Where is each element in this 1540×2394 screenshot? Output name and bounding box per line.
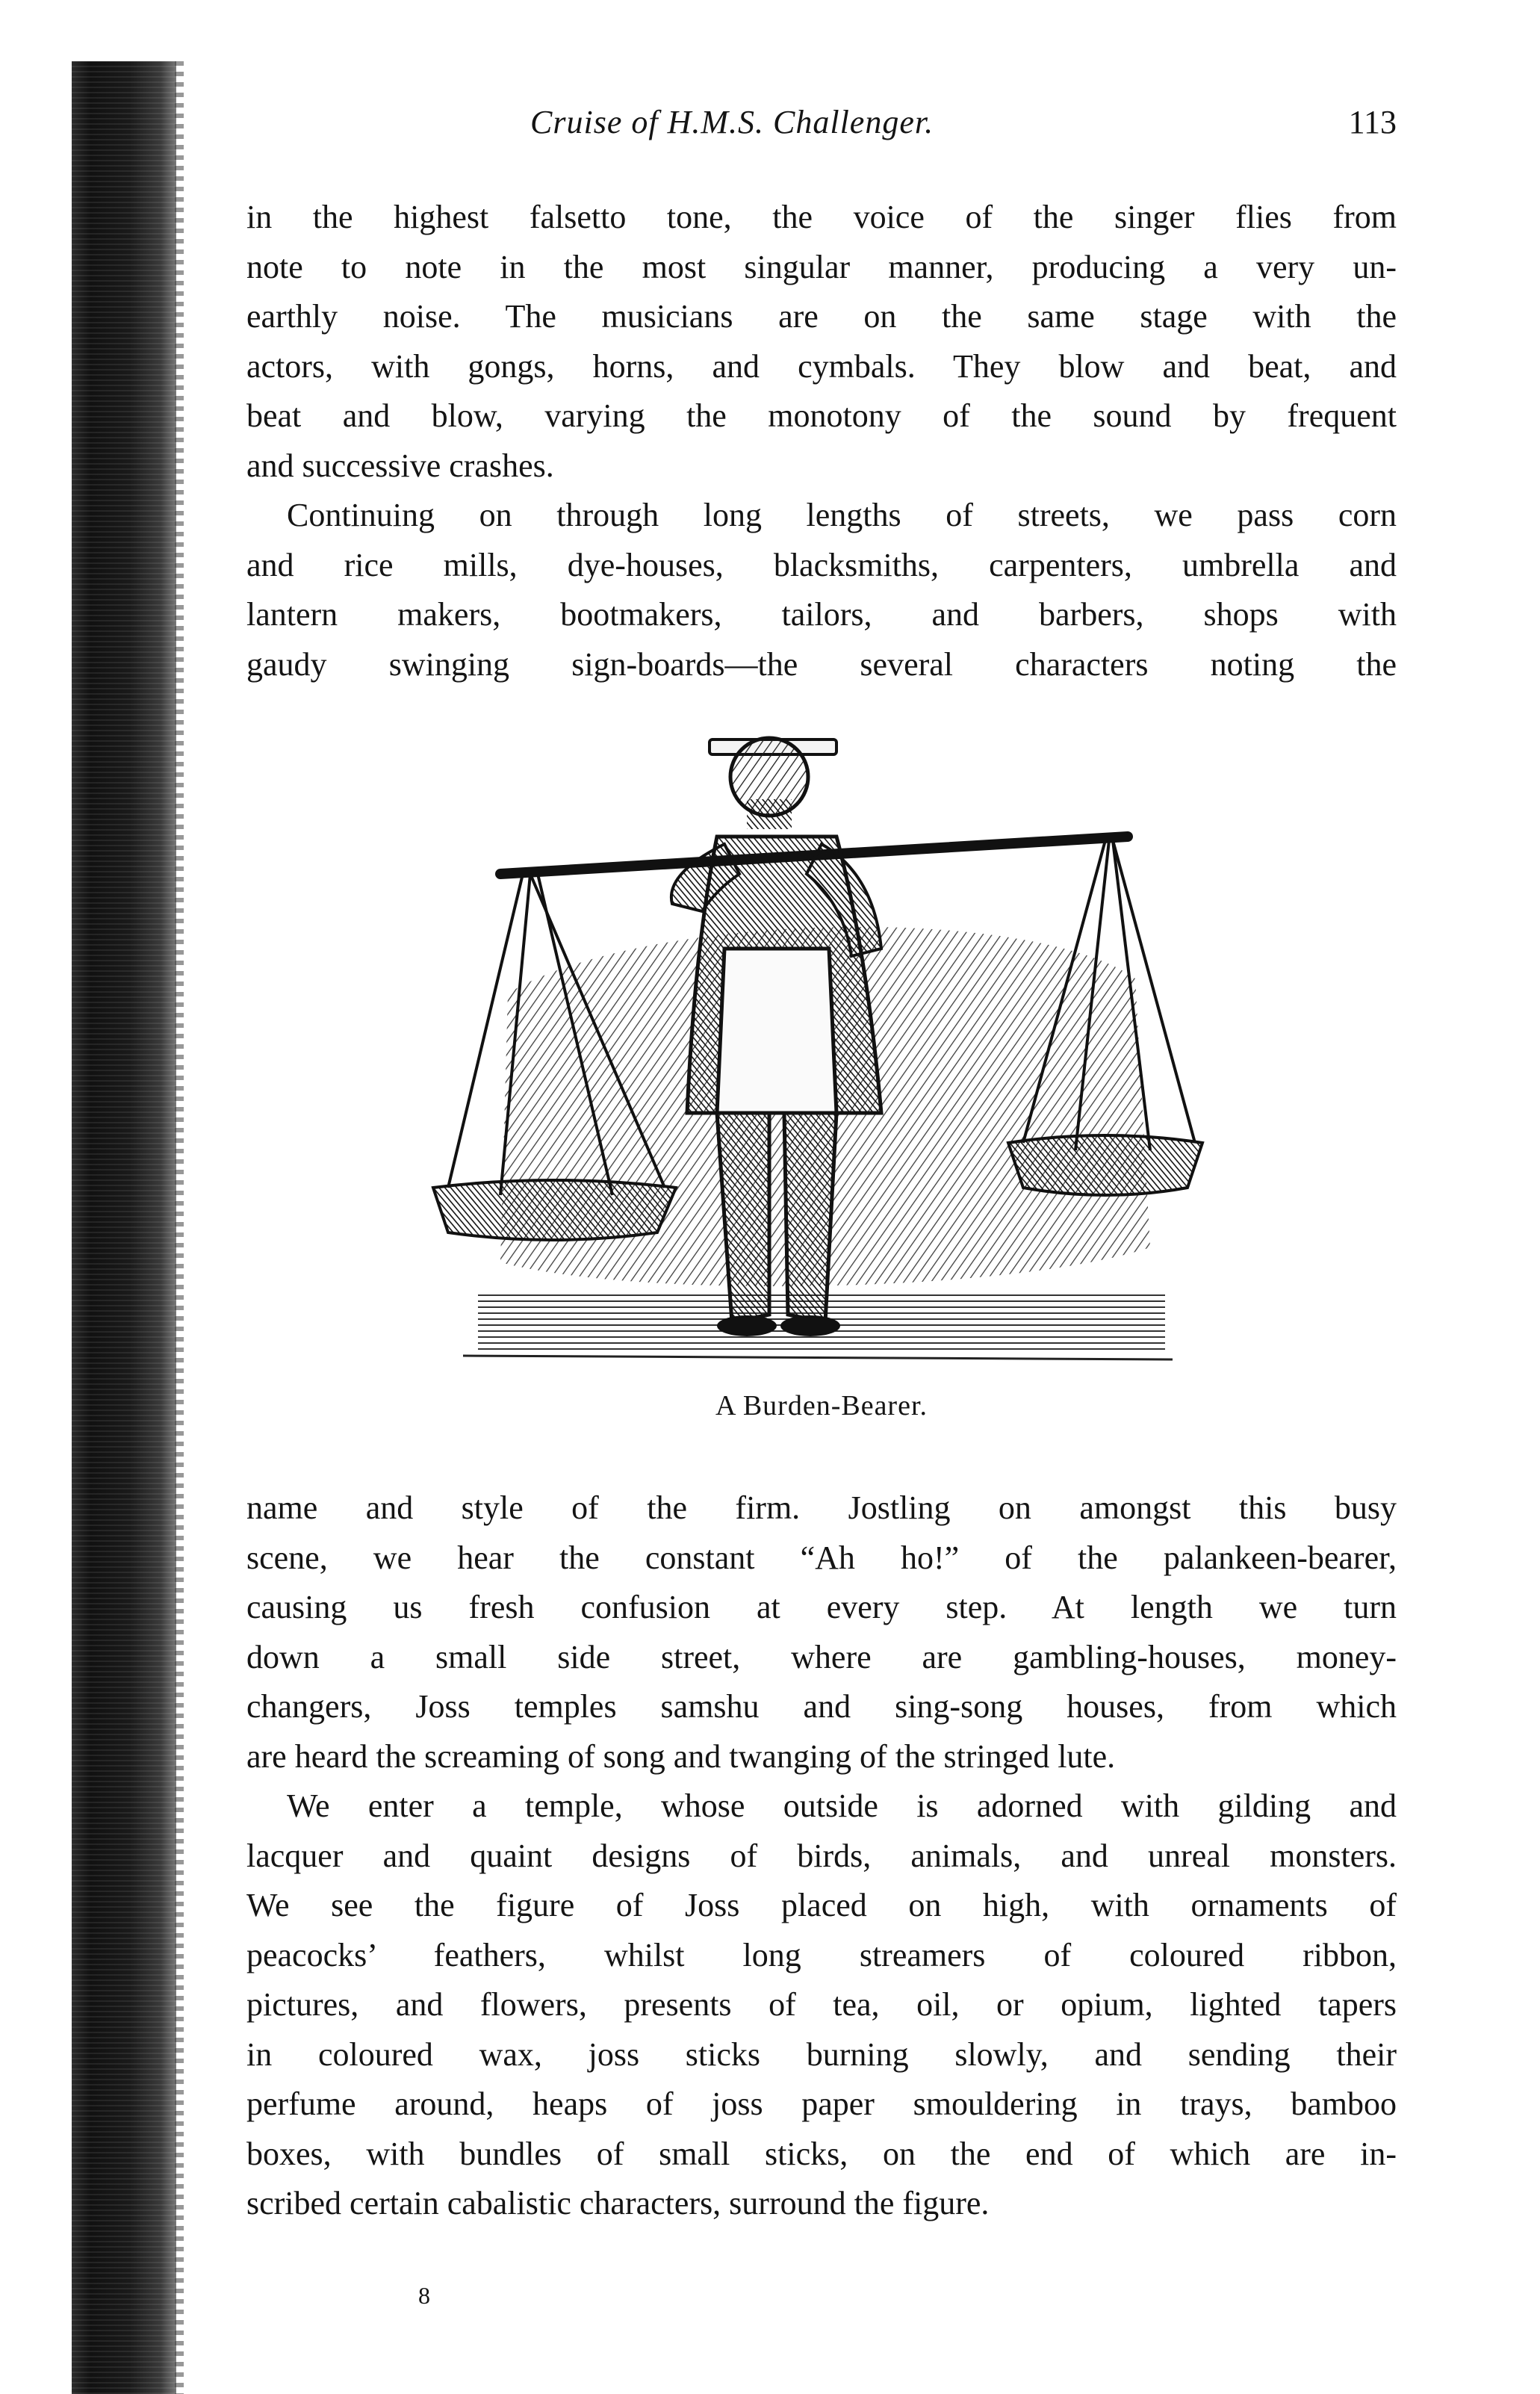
text-line: beat and blow, varying the monotony of the sound by frequent <box>246 397 1397 434</box>
text-line: name and style of the firm. Jostling on amongst this busy <box>246 1489 1397 1526</box>
figure-legs <box>717 1113 769 1322</box>
text-line: lantern makers, bootmakers, tailors, and barbers, shops with <box>246 596 1397 633</box>
text-line: peacocks’ feathers, whilst long streamers of coloured ribbon, <box>246 1936 1397 1973</box>
text-block-before-figure <box>246 193 1397 689</box>
text-line: boxes, with bundles of small sticks, on the end of which are in- <box>246 2135 1397 2172</box>
text-line: are heard the screaming of song and twanging of the stringed lute. <box>246 1737 1116 1775</box>
text-line: changers, Joss temples samshu and sing-song houses, from which <box>246 1688 1397 1725</box>
text-line: lacquer and quaint designs of birds, animals, and unreal monsters. <box>246 1837 1397 1874</box>
text-line: We see the figure of Joss placed on high, with ornaments of <box>246 1887 1397 1923</box>
signature-mark: 8 <box>418 2282 430 2309</box>
running-head <box>246 103 1397 155</box>
left-basket <box>433 1180 676 1240</box>
figure-apron <box>717 949 836 1113</box>
text-line: actors, with gongs, horns, and cymbals. They blow and beat, and <box>246 347 1397 385</box>
right-basket <box>1008 1135 1202 1195</box>
text-line: scene, we hear the constant “Ah ho!” of the palankeen-bearer, <box>246 1539 1397 1576</box>
text-line: We enter a temple, whose outside is adorned with gilding and <box>287 1787 1397 1824</box>
text-line: perfume around, heaps of joss paper smouldering in trays, bamboo <box>246 2086 1397 2122</box>
running-title: Cruise of H.M.S. Challenger. <box>530 104 934 140</box>
text-line: in the highest falsetto tone, the voice of the singer flies from <box>246 199 1397 235</box>
figure-caption: A Burden-Bearer. <box>715 1390 928 1421</box>
text-line: causing us fresh confusion at every step. At length we turn <box>246 1589 1397 1625</box>
page-number: 113 <box>1348 104 1397 140</box>
binding-edge <box>72 61 176 2394</box>
text-line: and successive crashes. <box>246 447 554 484</box>
text-line: note to note in the most singular manner, producing a very un- <box>246 248 1397 285</box>
text-line: and rice mills, dye-houses, blacksmiths, carpenters, umbrella and <box>246 546 1397 583</box>
text-line: earthly noise. The musicians are on the same stage with the <box>246 298 1397 335</box>
text-line: pictures, and flowers, presents of tea, oil, or opium, lighted tapers <box>246 1986 1397 2023</box>
text-line: in coloured wax, joss sticks burning slowly, and sending their <box>246 2035 1397 2073</box>
burden-bearer-illustration <box>418 725 1225 1397</box>
text-line: Continuing on through long lengths of streets, we pass corn <box>287 497 1397 533</box>
text-block-after-figure <box>246 1483 1397 2229</box>
text-line: down a small side street, where are gambling-houses, money- <box>246 1638 1397 1675</box>
text-line: gaudy swinging sign-boards—the several characters noting the <box>246 645 1397 683</box>
text-line: scribed certain cabalistic characters, surround the figure. <box>246 2185 990 2221</box>
